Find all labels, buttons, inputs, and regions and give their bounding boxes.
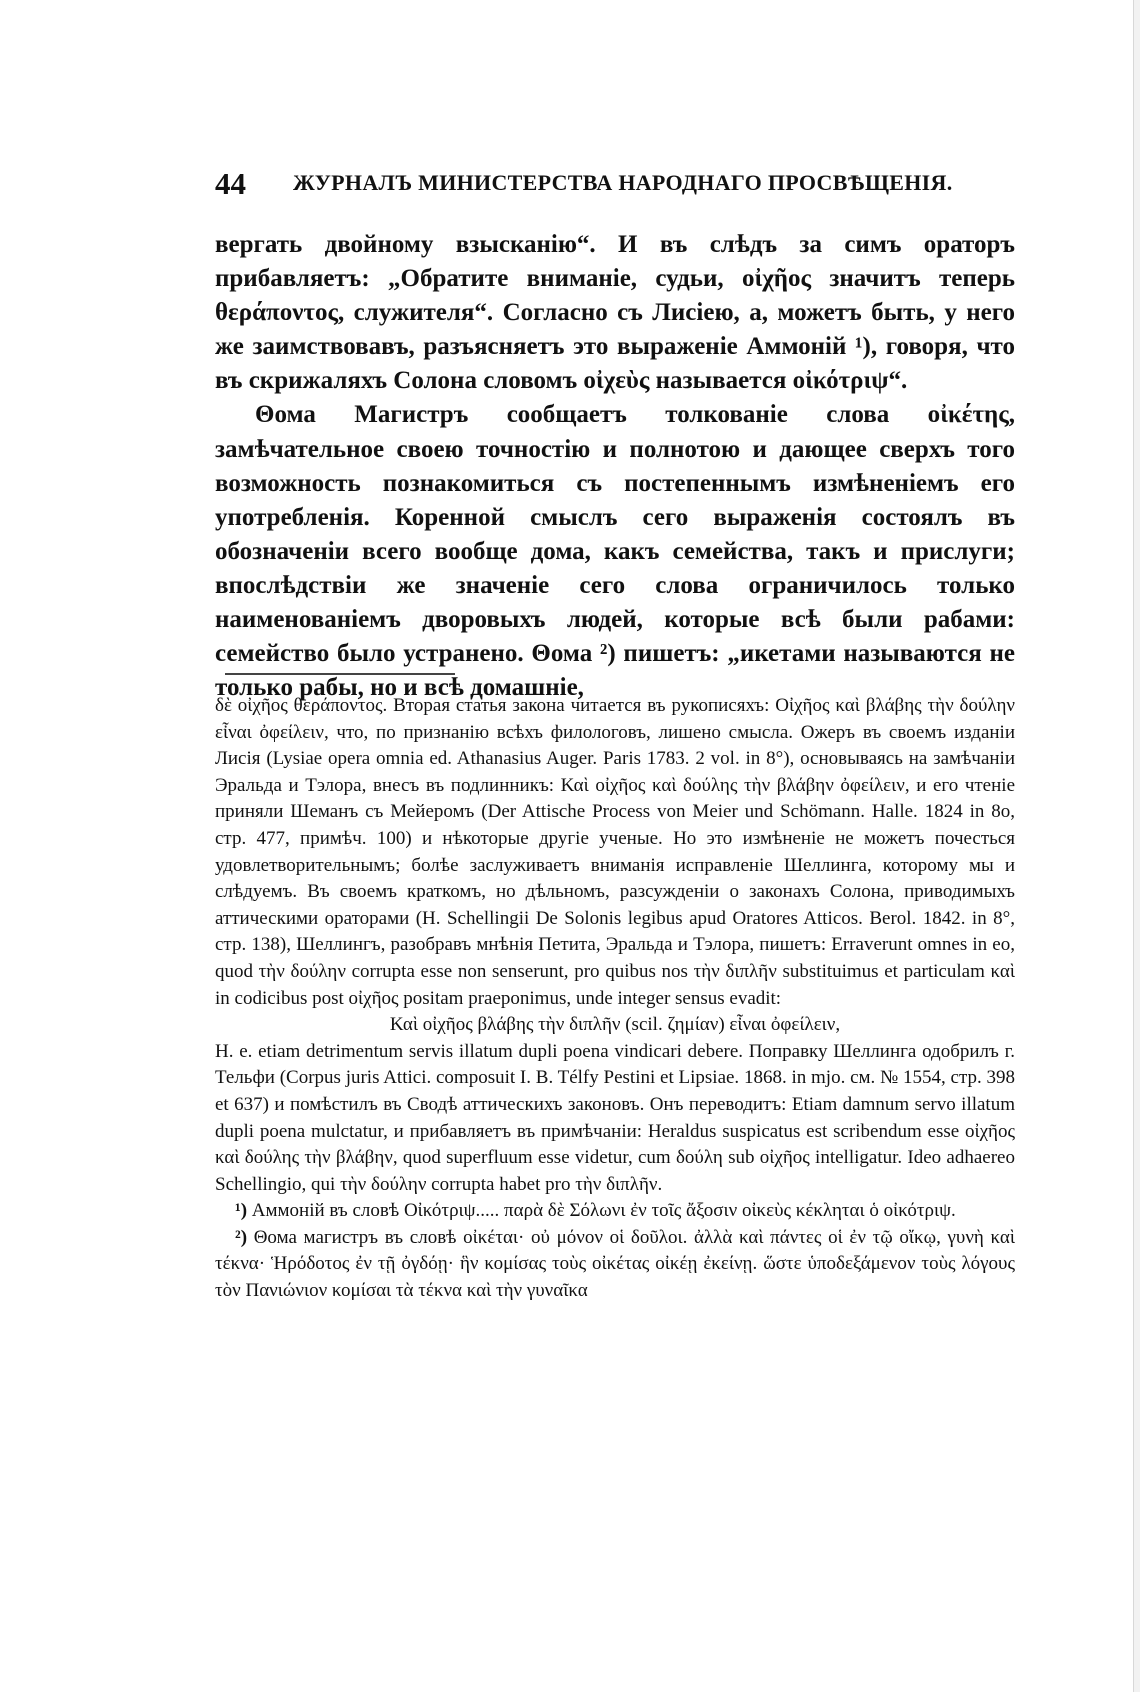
page-header [215,166,1015,200]
footnote-2-label: ²) [235,1226,248,1248]
footnote-2 [215,1225,1015,1305]
footnote-1-text: Аммоній въ словѣ Οἰκότριψ..... παρὰ δὲ Σόλωνι ἐν τοῖς ἄξοσιν οἰκεὺς κέκληται ὁ οἰκότριψ. [251,1200,956,1222]
footnote-2-text: Θома магистръ въ словѣ οἰκέται· οὐ μόνον οἱ δοῦλοι. ἀλλὰ καὶ πάντες οἱ ἐν τῷ οἴκῳ, γυνὴ καὶ τέκνα· Ἡρόδοτος ἐν τῇ ὀγδόῃ· ἣν κομίσας τοὺς οἰκέτας οἰκέῃ ἐκείνῃ. ὥστε ὑποδεξάμενον τοὺς λόγους τὸν Πανιώνιον κομίσαι τὰ τέκνα καὶ τὴν γυναῖκα [215,1226,1015,1302]
running-title: ЖУРНАЛЪ МИНИСТЕРСТВА НАРОДНАГО ПРОСВѢЩЕНІЯ. [293,170,953,195]
footnote-quote: Καὶ οἰχῆος βλάβης τὴν διπλῆν (scil. ζημίαν) εἶναι ὀφείλειν, [389,1014,841,1036]
footnote-1 [215,1198,1015,1225]
page-number: 44 [215,166,246,201]
footnote-after-quote: H. e. etiam detrimentum servis illatum dupli poena vindicari debere. Поправку Шеллинга одобрилъ г. Тельфи (Corpus juris Attici. composuit I. B. Télfy Pestini et Lipsiae. 1868. in mjo. см. № 1554, стр. 398 et 637) и помѣстилъ въ Сводѣ аттическихъ законовъ. Онъ переводитъ: Etiam damnum servo illatum dupli poena mulctatur, и прибавляетъ въ примѣчаніи: Heraldus suspicatus est scribendum esse οἰχῆος καὶ δούλης τὴν βλάβην, quod superfluum esse videtur, cum δούλη sub οἰχῆος intelligatur. Ideo adhaereo Schellingio, qui τὴν δούλην corrupta habet pro τὴν διπλῆν. [215,1040,1015,1195]
paragraph-1: вергать двойному взысканію“. И въ слѣдъ за симъ ораторъ прибавляетъ: „Обратите вниманіе, судьи, οἰχῆος значитъ теперь θεράποντος, служителя“. Согласно съ Лисіею, а, можетъ быть, у него же заимствовавъ, разъясняетъ это выраженіе Аммоній ¹), говоря, что въ скрижаляхъ Солона словомъ οἰχεὺς называется οἰκότριψ“. [215,231,1015,395]
paragraph-2: Θома Магистръ сообщаетъ толкованіе слова οἰκέτης, замѣчательное своею точностію и полнотою и дающее сверхъ того возможность познакомиться съ постепеннымъ измѣненіемъ его употребленія. Коренной смыслъ сего выраженія состоялъ въ обозначеніи всего вообще дома, какъ семейства, такъ и прислуги; впослѣдствіи же значеніе сего слова ограничилось только наименованіемъ дворовыхъ людей, которые всѣ были рабами: семейство было устранено. Θома ²) пишетъ: „икетами называются не только рабы, но и всѣ домашніе, [215,401,1015,702]
main-text [215,228,1015,705]
footnotes [215,693,1015,1305]
footnote-continuation: δὲ οἰχῆος θεράποντος. Вторая статья закона читается въ рукописяхъ: Οἰχῆος καὶ βλάβης τὴν δούλην εἶναι ὀφείλειν, что, по признанію всѣхъ филологовъ, лишено смысла. Ожеръ въ своемъ изданіи Лисія (Lysiae opera omnia ed. Athanasius Auger. Paris 1783. 2 vol. in 8°), основываясь на замѣчаніи Эральда и Тэлора, внесъ въ подлинникъ: Καὶ οἰχῆος καὶ δούλης τὴν βλάβην ὀφείλειν, и его чтеніе приняли Шеманъ съ Мейеромъ (Der Attische Process von Meier und Schömann. Halle. 1824 in 8o, стр. 477, примѣч. 100) и нѣкоторые другіе ученые. Но это измѣненіе не можетъ почесться удовлетворительнымъ; болѣе заслуживаетъ вниманія исправленіе Шеллинга, которому мы и слѣдуемъ. Въ своемъ краткомъ, но дѣльномъ, разсужденіи о законахъ Солона, приводимыхъ аттическими ораторами (H. Schellingii De Solonis legibus apud Oratores Atticos. Berol. 1842. in 8°, стр. 138), Шеллингъ, разобравъ мнѣнія Петита, Эральда и Тэлора, пишетъ: Erraverunt omnes in eo, quod τὴν δούλην corrupta esse non senserunt, pro quibus nos τὴν διπλῆν substituimus et particulam καὶ in codicibus post οἰχῆος positam praeponimus, unde integer sensus evadit: [215,695,1015,1009]
footnote-1-label: ¹) [235,1200,248,1222]
footnote-divider [225,673,455,675]
page-edge [1133,0,1140,1692]
